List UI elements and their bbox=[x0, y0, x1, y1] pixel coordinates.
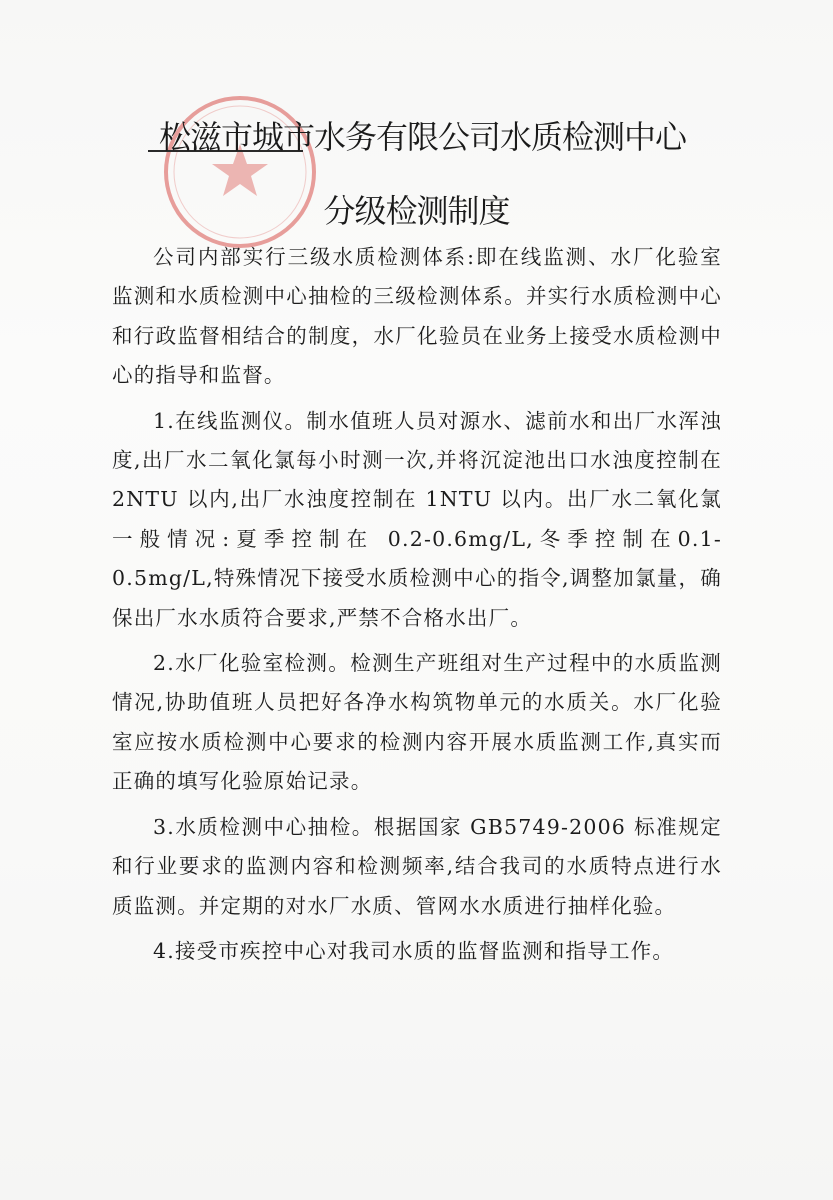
paragraph-intro: 公司内部实行三级水质检测体系:即在线监测、水厂化验室监测和水质检测中心抽检的三级检测体系。并实行水质检测中心和行政监督相结合的制度，水厂化验员在业务上接受水质检测中心的指导和监督。 bbox=[112, 245, 722, 388]
document-subtitle: 分级检测制度 bbox=[323, 192, 510, 230]
paragraph-item-4: 4.接受市疾控中心对我司水质的监督监测和指导工作。 bbox=[153, 938, 675, 963]
document-body bbox=[112, 238, 722, 977]
paragraph-item-2: 2.水厂化验室检测。检测生产班组对生产过程中的水质监测情况,协助值班人员把好各净水构筑物单元的水质关。水厂化验室应按水质检测中心要求的检测内容开展水质监测工作,真实而正确的填写化验原始记录。 bbox=[112, 651, 722, 794]
paragraph-item-1: 1.在线监测仪。制水值班人员对源水、滤前水和出厂水浑浊度,出厂水二氧化氯每小时测一次,并将沉淀池出口水浊度控制在 2NTU 以内,出厂水浊度控制在 1NTU 以内。出厂水二氧化氯一般情况:夏季控制在 0.2-0.6mg/L,冬季控制在0.1-0.5mg/L,特殊情况下接受水质检测中心的指令,调整加氯量，确保出厂水水质符合要求,严禁不合格水出厂。 bbox=[112, 408, 722, 630]
paragraph-item-3: 3.水质检测中心抽检。根据国家 GB5749-2006 标准规定和行业要求的监测内容和检测频率,结合我司的水质特点进行水质监测。并定期的对水厂水质、管网水水质进行抽样化验。 bbox=[112, 814, 722, 918]
document-title: 松滋市城市水务有限公司水质检测中心 bbox=[158, 118, 686, 156]
